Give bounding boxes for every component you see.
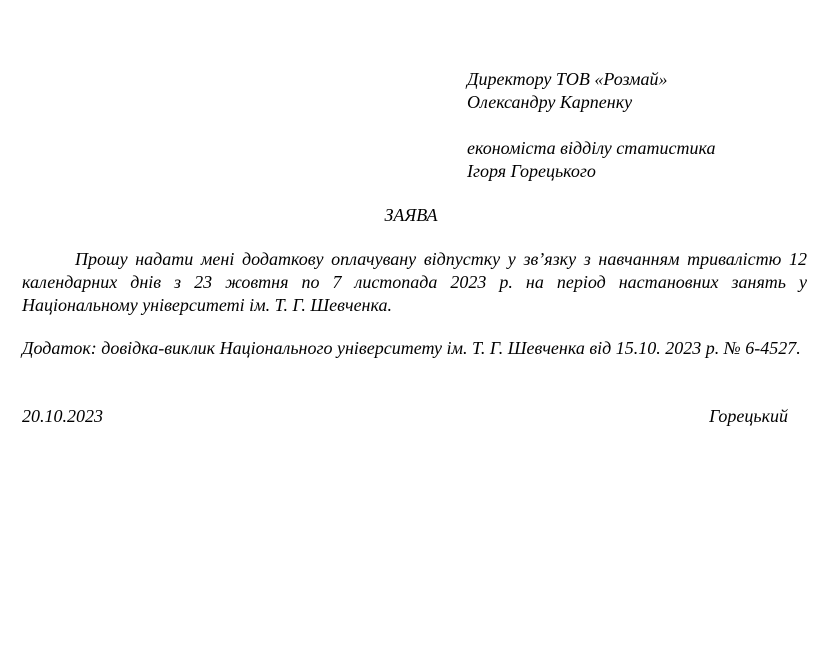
attachment-paragraph: Додаток: довідка-виклик Національного університету ім. Т. Г. Шевченка від 15.10. 2023 р. № 6-4527.	[22, 338, 801, 358]
signature: Горецький	[709, 406, 788, 426]
addressee-director-name: Олександру Карпенку	[467, 92, 633, 112]
request-paragraph: Прошу надати мені додаткову оплачувану відпустку у зв’язку з навчанням тривалістю 12 календарних днів з 23 жовтня по 7 листопада 2023 р. на період настановних занять у Національному університеті ім. Т. Г. Шевченка.	[22, 249, 807, 315]
addressee-director: Директору ТОВ «Розмай»	[467, 69, 668, 89]
document-date: 20.10.2023	[22, 406, 103, 426]
sender-position: економіста відділу статистика	[467, 138, 716, 158]
document-title: ЗАЯВА	[384, 205, 438, 225]
addressee-block	[467, 68, 807, 183]
sender-name: Ігоря Горецького	[467, 161, 596, 181]
addressee-spacer	[467, 114, 807, 137]
